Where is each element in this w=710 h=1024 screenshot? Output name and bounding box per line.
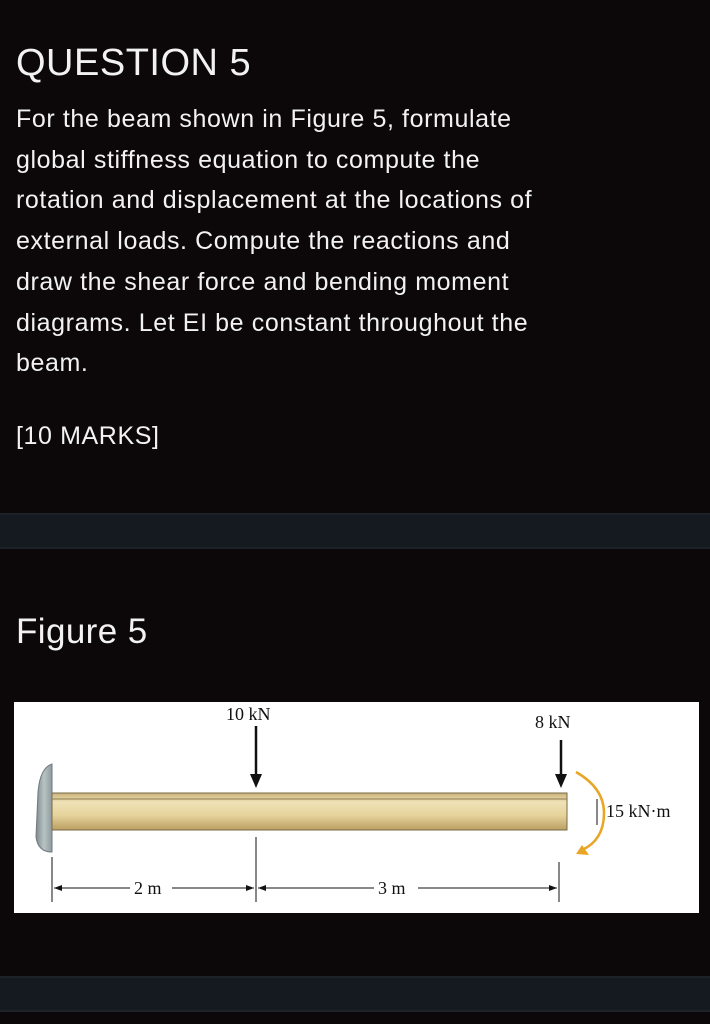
load-label-10kn: 10 kN [226, 704, 271, 724]
question-text-line: global stiffness equation to compute the [16, 145, 481, 174]
moment-label: 15 kN·m [606, 801, 671, 821]
question-text-line: rotation and displacement at the locations of [16, 186, 533, 215]
dimension-label-3m: 3 m [378, 878, 406, 898]
question-text-line: diagrams. Let EI be constant throughout the [16, 308, 529, 337]
load-label-8kn: 8 kN [535, 712, 571, 732]
beam-diagram [14, 702, 699, 913]
fixed-support-wall [36, 764, 52, 852]
question-text-line: external loads. Compute the reactions and [16, 227, 511, 256]
marks-label: [10 MARKS] [16, 422, 160, 450]
dimension-label-2m: 2 m [134, 878, 162, 898]
question-text-line: beam. [16, 349, 89, 378]
beam-figure [14, 702, 699, 913]
question-text-line: For the beam shown in Figure 5, formulate [16, 105, 512, 133]
divider-band [0, 513, 710, 549]
load-arrow-10kn [250, 726, 262, 788]
question-title: QUESTION 5 [16, 42, 252, 84]
question-text-line: draw the shear force and bending moment [16, 267, 510, 296]
divider-band [0, 976, 710, 1012]
dimension-line-3m [258, 885, 557, 891]
figure-title: Figure 5 [16, 612, 148, 651]
moment-arrow-icon [576, 772, 604, 855]
question-text [16, 99, 696, 384]
load-arrow-8kn [555, 740, 567, 788]
